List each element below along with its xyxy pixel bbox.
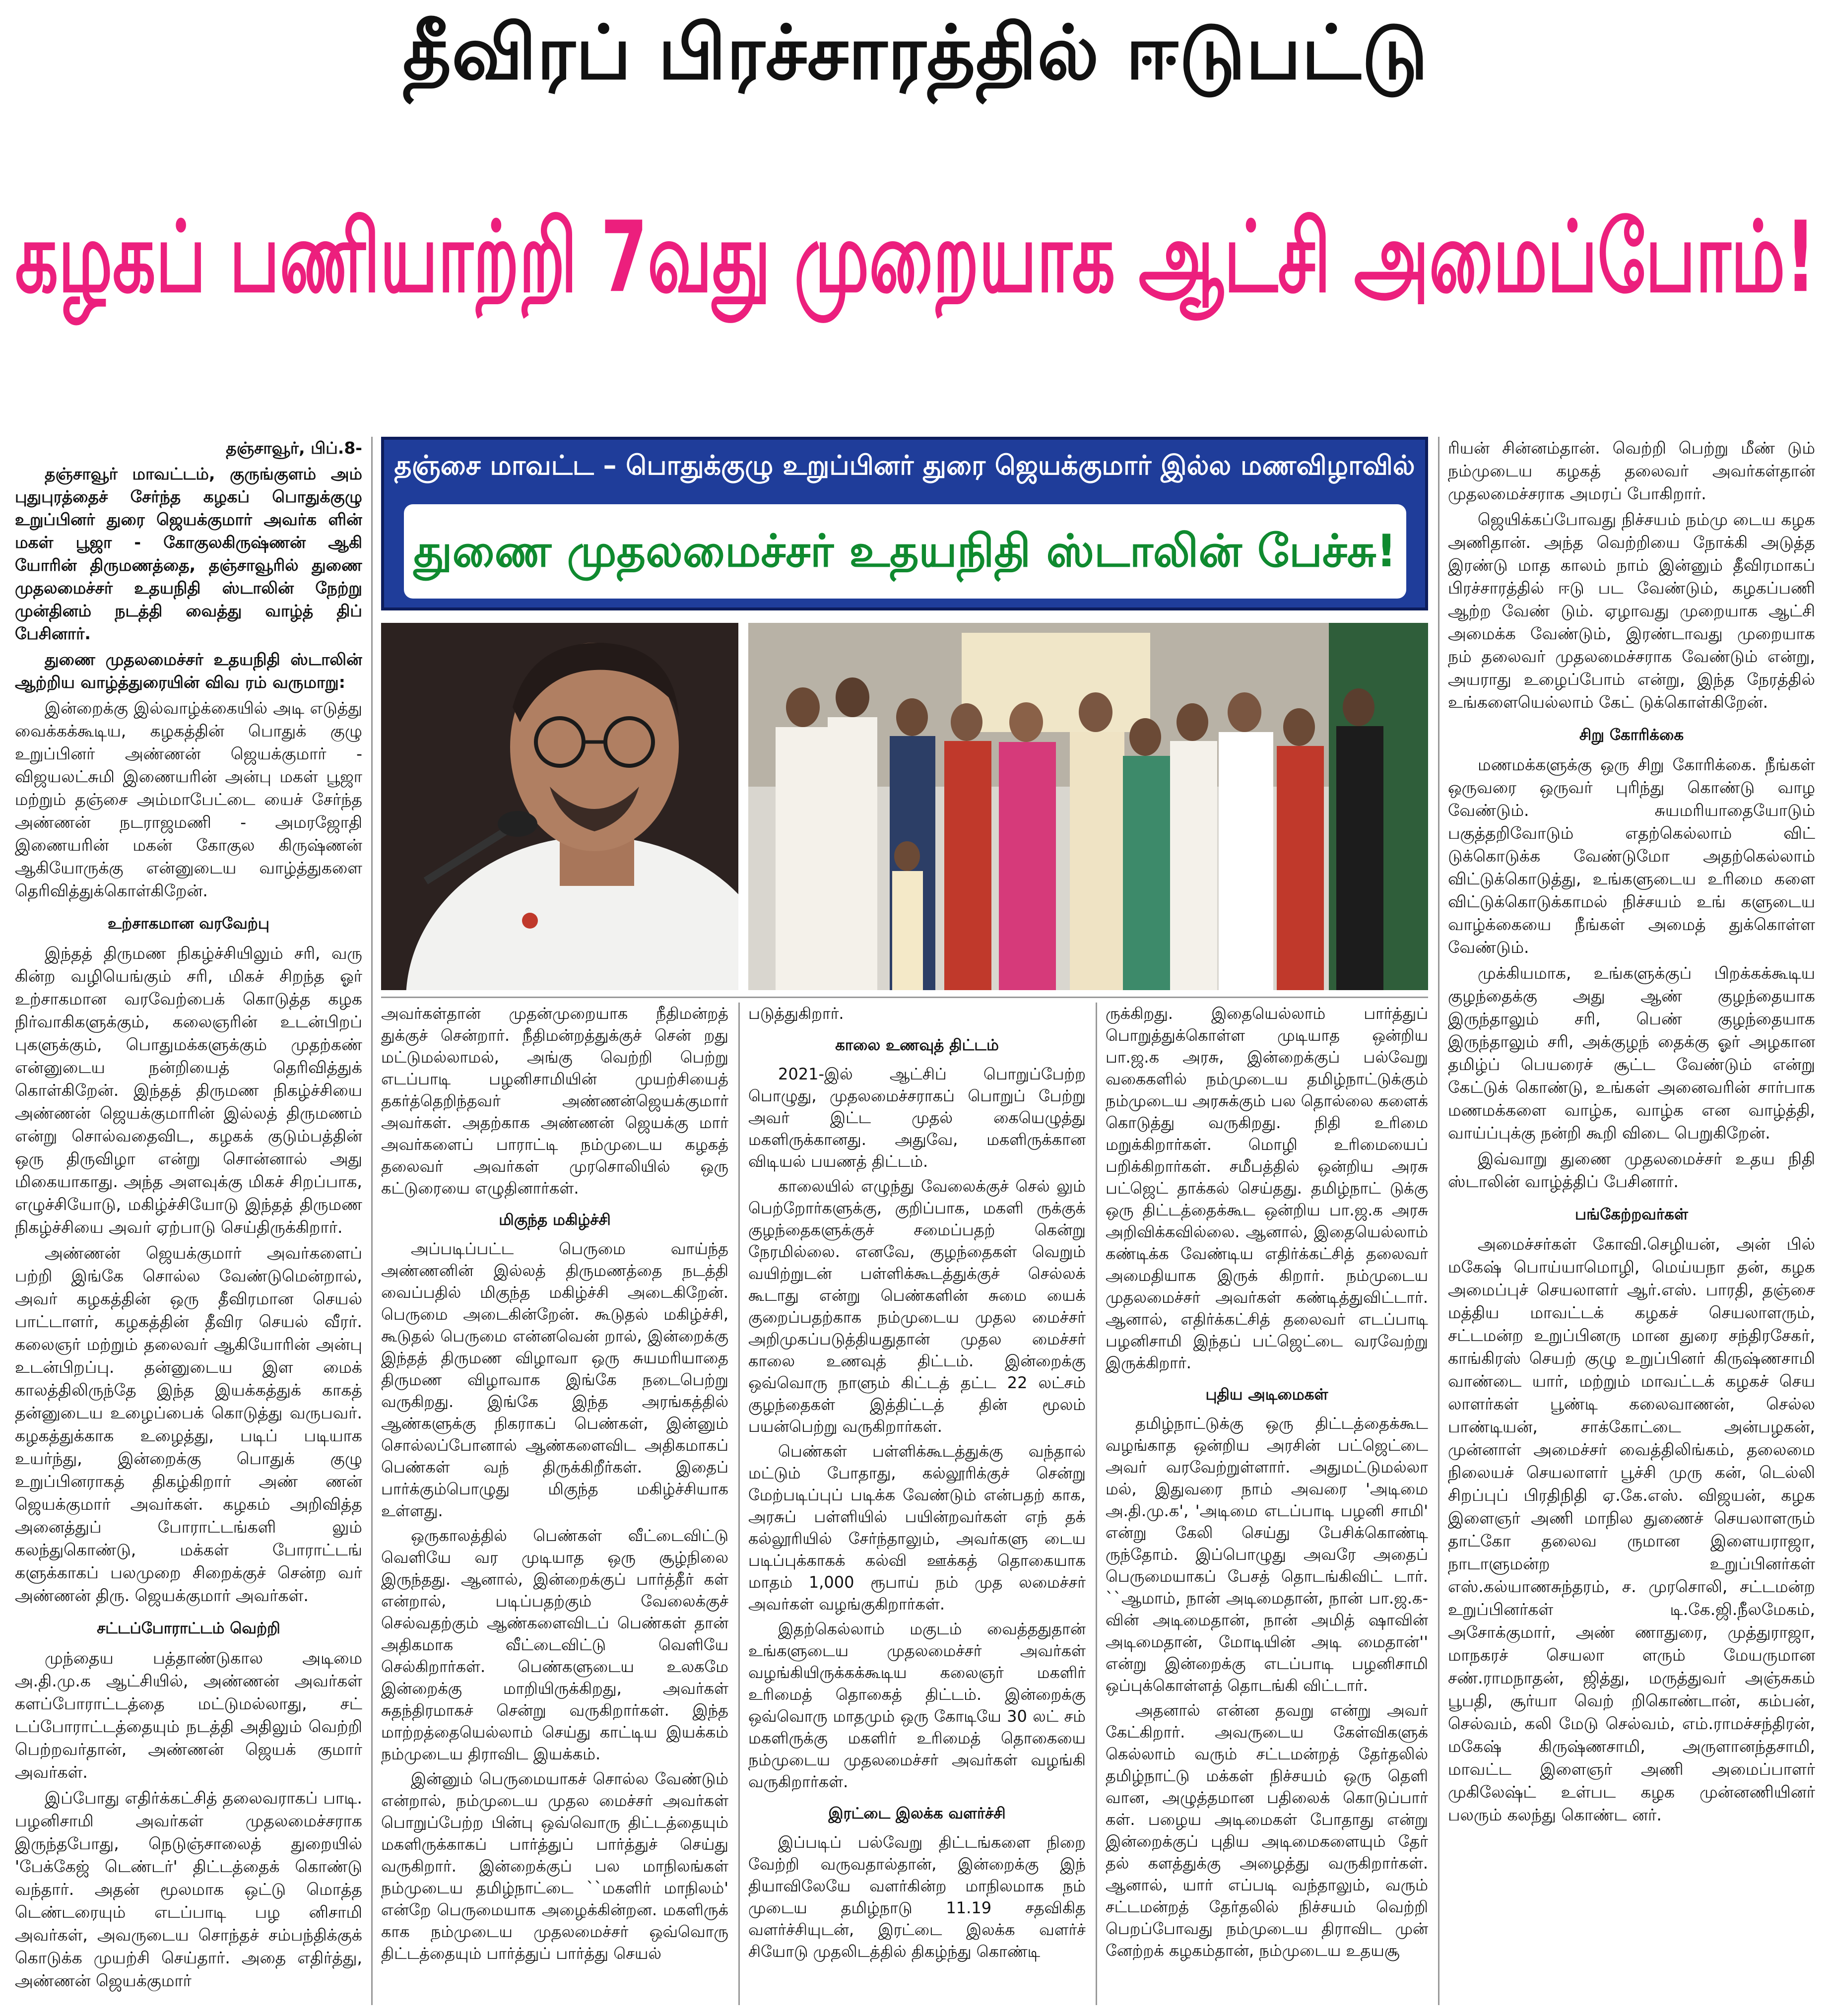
subheading: மிகுந்த மகிழ்ச்சி	[499, 1211, 611, 1229]
banner-main-line: துணை முதலமைச்சர் உதயநிதி ஸ்டாலின் பேச்சு!	[404, 504, 1406, 599]
paragraph: ஒருகாலத்தில் பெண்கள் வீட்டைவிட்டு வெளியே வர முடியாத ஒரு சூழ்நிலை இருந்தது. ஆனால், இன்றைக்குப் பார்த்தீர் கள் என்றால், படிப்பதற்கும் வேலைக்குச் செல்வதற்கும் ஆண்களைவிடப் பெண்கள் தான் அதிகமாக வீட்டைவிட்டு வெளியே செல்கிறார்கள். பெண்களுடைய உலகமே இன்றைக்கு மாறியிருக்கிறது, அவர்கள் சுதந்திரமாகச் சென்று வருகிறார்கள். இந்த மாற்றத்தையெல்லாம் செய்து காட்டிய இயக்கம் நம்முடைய திராவிட இயக்கம்.	[381, 1526, 728, 1763]
wedding-group-illustration	[748, 623, 1428, 990]
article-column-1	[15, 437, 362, 2005]
paragraph: முந்தைய பத்தாண்டுகால அடிமை அ.தி.மு.க ஆட்சியில், அண்ணன் அவர்கள் களப்போராட்டத்தை மட்டுமல்லாது, சட் டப்போராட்டத்தையும் நடத்தி அதிலும் வெற்றி பெற்றவர்தான், அண்ணன் ஜெயக் குமார் அவர்கள்.	[15, 1648, 362, 1782]
paragraph: இப்போது எதிர்க்கட்சித் தலைவராகப் பாடி. பழனிசாமி அவர்கள் முதலமைச்சராக இருந்தபோது, நெடுஞ்சாலைத் துறையில் 'பேக்கேஜ் டெண்டர்' திட்டத்தைக் கொண்டு வந்தார். அதன் மூலமாக ஒட்டு மொத்த டெண்டரையும் எடப்பாடி பழ னிசாமி அவர்கள், அவருடைய சொந்தச் சம்பந்திக்குக் கொடுக்க முயற்சி செய்தார். அதை எதிர்த்து, அண்ணன் ஜெயக்குமார்	[15, 1788, 362, 1990]
subheading: பங்கேற்றவர்கள்	[1575, 1206, 1688, 1223]
article-column-2	[381, 1003, 728, 2005]
column-divider	[738, 1003, 740, 2005]
column-divider	[371, 437, 373, 2005]
paragraph: அவர்கள்தான் முதன்முறையாக நீதிமன்றத் துக்குச் சென்றார். நீதிமன்றத்துக்குச் சென் றது மட்டுமல்லாமல், அங்கு வெற்றி பெற்று எடப்பாடி பழனிசாமியின் முயற்சியைத் தகர்த்தெறிந்தவர் அண்ணன்ஜெயக்குமார் அவர்கள். அதற்காக அண்ணன் ஜெயக்கு மார் அவர்களைப் பாராட்டி நம்முடைய கழகத் தலைவர் அவர்கள் முரசொலியில் ஒரு கட்டுரையை எழுதினார்கள்.	[381, 1004, 728, 1198]
paragraph: மணமக்களுக்கு ஒரு சிறு கோரிக்கை. நீங்கள் ஒருவரை ஒருவர் புரிந்து கொண்டு வாழ வேண்டும். சுயமரியாதையோடும் பகுத்தறிவோடும் எதற்கெல்லாம் விட் டுக்கொடுக்க வேண்டுமோ அதற்கெல்லாம் விட்டுக்கொடுத்து, உங்களுடைய உரிமை களை விட்டுக்கொடுக்காமல் நிச்சயம் உங் களுடைய வாழ்க்கையை நீங்கள் அமைத் துக்கொள்ள வேண்டும்.	[1448, 755, 1815, 957]
article-column-3	[748, 1003, 1086, 2005]
paragraph: பெண்கள் பள்ளிக்கூடத்துக்கு வந்தால் மட்டும் போதாது, கல்லூரிக்குச் சென்று மேற்படிப்புப் படிக்க வேண்டும் என்பதற் காக, அரசுப் பள்ளியில் பயின்றவர்கள் எந் தக் கல்லூரியில் சேர்ந்தாலும், அவர்களு டைய படிப்புக்காகக் கல்வி ஊக்கத் தொகையாக மாதம் 1,000 ரூபாய் நம் முத லமைச்சர் அவர்கள் வழங்குகிறார்கள்.	[748, 1442, 1086, 1613]
subheading: இரட்டை இலக்க வளர்ச்சி	[828, 1805, 1006, 1822]
paragraph: அமைச்சர்கள் கோவி.செழியன், அன் பில் மகேஷ் பொய்யாமொழி, மெய்யநா தன், கழக அமைப்புச் செயலாளர் ஆர்.எஸ். பாரதி, தஞ்சை மத்திய மாவட்டக் கழகச் செயலாளரும், சட்டமன்ற உறுப்பினரு மான துரை சந்திரசேகர், காங்கிரஸ் செயற் குழு உறுப்பினர் கிருஷ்ணசாமி வாண்டை யார், மற்றும் மாவட்டக் கழகச் செய லாளர்கள் பூண்டி கலைவாணன், செல்ல பாண்டியன், சாக்கோட்டை அன்பழகன், முன்னாள் அமைச்சர் வைத்திலிங்கம், தலைமை நிலையச் செயலாளர் பூச்சி முரு கன், டெல்லி சிறப்புப் பிரதிநிதி ஏ.கே.எஸ். விஜயன், கழக இளைஞர் அணி மாநில துணைச் செயலாளரும் தாட்கோ தலைவ ருமான இளையராஜா, நாடாளுமன்ற உறுப்பினர்கள் எஸ்.கல்யாணசுந்தரம், ச. முரசொலி, சட்டமன்ற உறுப்பினர்கள் டி.கே.ஜி.நீலமேகம், அசோக்குமார், அண் ணாதுரை, முத்துராஜா, மாநகரச் செயலா ளரும் மேயருமான சண்.ராமநாதன், ஜித்து, மருத்துவர் அஞ்சுகம் பூபதி, சூர்யா வெற் றிகொண்டான், கம்பன், செல்வம், கலி மேடு செல்வம், எம்.ராமச்சந்திரன், மகேஷ் கிருஷ்ணசாமி, அருளானந்தசாமி, மாவட்ட இளைஞர் அணி அமைப்பாளர் முகிலேஷ்ட் உள்பட கழக முன்னணியினர் பலரும் கலந்து கொண்ட னர்.	[1448, 1234, 1815, 1824]
paragraph: படுத்துகிறார்.	[748, 1004, 844, 1023]
subheading: உற்சாகமான வரவேற்பு	[108, 915, 269, 933]
paragraph: அதனால் என்ன தவறு என்று அவர் கேட்கிறார். அவருடைய கேள்விகளுக் கெல்லாம் வரும் சட்டமன்றத் தேர்தலில் தமிழ்நாட்டு மக்கள் நிச்சயம் ஒரு தெளி வான, அழுத்தமான பதிலைக் கொடுப்பார் கள். பழைய அடிமைகள் போதாது என்று இன்றைக்குப் புதிய அடிமைகளையும் தேர் தல் களத்துக்கு அழைத்து வருகிறார்கள். ஆனால், யார் எப்படி வந்தாலும், வரும் சட்டமன்றத் தேர்தலில் நிச்சயம் வெற்றி பெறப்போவது நம்முடைய திராவிட முன் னேற்றக் கழகம்தான், நம்முடைய உதயசூ	[1106, 1701, 1428, 1960]
column-divider	[1438, 437, 1439, 2005]
lead-paragraph: தஞ்சாவூர் மாவட்டம், குருங்குளம் அம் புதுபுரத்தைச் சேர்ந்த கழகப் பொதுக்குழு உறுப்பினர் துரை ஜெயக்குமார் அவர்க ளின் மகள் பூஜா - கோகுலகிருஷ்ணன் ஆகி யோரின் திருமணத்தை, தஞ்சாவூரில் துணை முதலமைச்சர் உதயநிதி ஸ்டாலின் நேற்று முன்தினம் நடத்தி வைத்து வாழ்த் திப் பேசினார்.	[15, 464, 362, 643]
main-headline: கழகப் பணியாற்றி 7வது முறையாக ஆட்சி அமைப்போம்!	[15, 201, 1816, 315]
paragraph: தமிழ்நாட்டுக்கு ஒரு திட்டத்தைக்கூட வழங்காத ஒன்றிய அரசின் பட்ஜெட்டை அவர் வரவேற்றுள்ளார். அதுமட்டுமல்லா மல், இதுவரை நாம் அவரை 'அடிமை அ.தி.மு.க', 'அடிமை எடப்பாடி பழனி சாமி' என்று கேலி செய்து பேசிக்கொண்டி ருந்தோம். இப்பொழுது அவரே அதைப் பெருமையாகப் பேசத் தொடங்கிவிட் டார். ``ஆமாம், நான் அடிமைதான், நான் பா.ஜ.க-வின் அடிமைதான், நான் அமித் ஷாவின் அடிமைதான், மோடியின் அடி மைதான்'' என்று இன்றைக்கு எடப்பாடி பழனிசாமி ஒப்புக்கொள்ளத் தொடங்கி விட்டார்.	[1106, 1414, 1428, 1695]
paragraph: முக்கியமாக, உங்களுக்குப் பிறக்கக்கூடிய குழந்தைக்கு அது ஆண் குழந்தையாக இருந்தாலும் சரி, பெண் குழந்தையாக இருந்தாலும் சரி, அக்குழந் தைக்கு ஓர் அழகான தமிழ்ப் பெயரைச் சூட்ட வேண்டும் என்று கேட்டுக் கொண்டு, உங்கள் அனைவரின் சார்பாக மணமக்களை வாழ்க, வாழ்க என வாழ்த்தி, வாய்ப்புக்கு நன்றி கூறி விடை பெறுகிறேன்.	[1448, 963, 1815, 1142]
paragraph: துணை முதலமைச்சர் உதயநிதி ஸ்டாலின் ஆற்றிய வாழ்த்துரையின் விவ ரம் வருமாறு:	[15, 650, 362, 692]
wedding-group-photo	[748, 623, 1428, 990]
paragraph: அப்படிப்பட்ட பெருமை வாய்ந்த அண்ணனின் இல்லத் திருமணத்தை நடத்தி வைப்பதில் மிகுந்த மகிழ்ச்சி அடைகிறேன். பெருமை அடைகின்றேன். கூடுதல் மகிழ்ச்சி, கூடுதல் பெருமை என்னவென் றால், இன்றைக்கு இந்தத் திருமண விழாவா ஒரு சுயமரியாதை திருமண விழாவாக இங்கே நடைபெற்று வருகிறது. இங்கே இந்த அரங்கத்தில் ஆண்களுக்கு நிகராகப் பெண்கள், இன்னும் சொல்லப்போனால் ஆண்களைவிட அதிகமாகப் பெண்கள் வந் திருக்கிறீர்கள். இதைப் பார்க்கும்பொழுது மிகுந்த மகிழ்ச்சியாக உள்ளது.	[381, 1239, 728, 1520]
kicker-heading: தீவிரப் பிரச்சாரத்தில் ஈடுபட்டு	[402, 10, 1429, 96]
paragraph: ருக்கிறது. இதையெல்லாம் பார்த்துப் பொறுத்துக்கொள்ள முடியாத ஒன்றிய பா.ஜ.க அரசு, இன்றைக்குப் பல்வேறு வகைகளில் நம்முடைய தமிழ்நாட்டுக்கும் நம்முடைய அரசுக்கும் பல தொல்லை களைக் கொடுத்து வருகிறது. நிதி உரிமை மறுக்கிறார்கள். மொழி உரிமையைப் பறிக்கிறார்கள். சமீபத்தில் ஒன்றிய அரசு பட்ஜெட் தாக்கல் செய்தது. தமிழ்நாட் டுக்கு ஒரு திட்டத்தைக்கூட ஒன்றிய பா.ஜ.க அரசு அறிவிக்கவில்லை. ஆனால், இதையெல்லாம் கண்டிக்க வேண்டிய எதிர்க்கட்சித் தலைவர் அமைதியாக இருக் கிறார். நம்முடைய முதலமைச்சர் அவர்கள் கண்டித்துவிட்டார். ஆனால், எதிர்க்கட்சித் தலைவர் எடப்பாடி பழனிசாமி இந்தப் பட்ஜெட்டை வரவேற்று இருக்கிறார்.	[1106, 1004, 1428, 1372]
banner-top-line: தஞ்சை மாவட்ட – பொதுக்குழு உறுப்பினர் துரை ஜெயக்குமார் இல்ல மணவிழாவில்	[394, 450, 1415, 481]
paragraph: இவ்வாறு துணை முதலமைச்சர் உதய நிதி ஸ்டாலின் வாழ்த்திப் பேசினார்.	[1448, 1149, 1815, 1191]
dateline: தஞ்சாவூர், பிப்.8-	[226, 438, 362, 458]
speaker-illustration	[381, 623, 738, 990]
subheading: சட்டப்போராட்டம் வெற்றி	[97, 1619, 280, 1637]
paragraph: அண்ணன் ஜெயக்குமார் அவர்களைப் பற்றி இங்கே சொல்ல வேண்டுமென்றால், அவர் கழகத்தின் ஒரு தீவிரமான செயல் பாட்டாளர், கழகத்தின் தீவிர செயல் வீரர். கலைஞர் மற்றும் தலைவர் ஆகியோரின் அன்பு உடன்பிறப்பு. தன்னுடைய இள மைக் காலத்திலிருந்தே இந்த இயக்கத்துக் காகத் தன்னுடைய உழைப்பைக் கொடுத்து வருபவர். கழகத்துக்காக உழைத்து, படிப் படியாக உயர்ந்து, இன்றைக்கு பொதுக் குழு உறுப்பினராகத் திகழ்கிறார் அண் ணன் ஜெயக்குமார் அவர்கள். கழகம் அறிவித்த அனைத்துப் போராட்டங்களி லும் கலந்துகொண்டு, மக்கள் போராட்டங் களுக்காகப் பலமுறை சிறைக்குச் சென்ற வர் அண்ணன் திரு. ஜெயக்குமார் அவர்கள்.	[15, 1243, 362, 1605]
paragraph: இன்னும் பெருமையாகச் சொல்ல வேண்டும் என்றால், நம்முடைய முதல மைச்சர் அவர்கள் பொறுப்பேற்ற பின்பு ஒவ்வொரு திட்டத்தையும் மகளிருக்காகப் பார்த்துப் பார்த்துச் செய்து வருகிறார். இன்றைக்குப் பல மாநிலங்கள் நம்முடைய தமிழ்நாட்டை ``மகளிர் மாநிலம்' என்றே பெருமையாக அழைக்கின்றன. மகளிருக் காக நம்முடைய முதலமைச்சர் ஒவ்வொரு திட்டத்தையும் பார்த்துப் பார்த்து செயல்	[381, 1769, 728, 1963]
subheading: சிறு கோரிக்கை	[1579, 726, 1684, 744]
article-column-5	[1448, 437, 1815, 2005]
paragraph: ரியன் சின்னம்தான். வெற்றி பெற்று மீண் டும் நம்முடைய கழகத் தலைவர் அவர்கள்தான் முதலமைச்சராக அமரப் போகிறார்.	[1448, 438, 1815, 503]
subheadline-banner	[381, 437, 1428, 610]
photo-divider	[381, 997, 1428, 998]
speaker-photo	[381, 623, 738, 990]
subheading: காலை உணவுத் திட்டம்	[835, 1036, 999, 1054]
paragraph: இன்றைக்கு இல்வாழ்க்கையில் அடி எடுத்து வைக்கக்கூடிய, கழகத்தின் பொதுக் குழு உறுப்பினர் அண்ணன் ஜெயக்குமார் - விஜயலட்சுமி இணையரின் அன்பு மகள் பூஜா மற்றும் தஞ்சை அம்மாபேட்டை யைச் சேர்ந்த அண்ணன் நடராஜமணி - அமரஜோதி இணையரின் மகன் கோகுல கிருஷ்ணன் ஆகியோருக்கு என்னுடைய வாழ்த்துகளை தெரிவித்துக்கொள்கிறேன்.	[15, 698, 362, 900]
paragraph: 2021-இல் ஆட்சிப் பொறுப்பேற்ற பொழுது, முதலமைச்சராகப் பொறுப் பேற்று அவர் இட்ட முதல் கையெழுத்து மகளிருக்கானது. அதுவே, மகளிருக்கான விடியல் பயணத் திட்டம்.	[748, 1065, 1086, 1171]
article-column-4	[1106, 1003, 1428, 2005]
paragraph: இந்தத் திருமண நிகழ்ச்சியிலும் சரி, வரு கின்ற வழியெங்கும் சரி, மிகச் சிறந்த ஓர் உற்சாகமான வரவேற்பைக் கொடுத்த கழக நிர்வாகிகளுக்கும், கலைஞரின் உடன்பிறப் புகளுக்கும், பொதுமக்களுக்கும் முதற்கண் என்னுடைய நன்றியைத் தெரிவித்துக் கொள்கிறேன். இந்தத் திருமண நிகழ்ச்சியை அண்ணன் ஜெயக்குமாரின் இல்லத் திருமணம் என்று சொல்வதைவிட, கழகக் குடும்பத்தின் ஒரு திருவிழா என்று சொன்னால் அது மிகையாகாது. அந்த அளவுக்கு மிகச் சிறப்பாக, எழுச்சியோடு, மகிழ்ச்சியோடு இந்தத் திருமண நிகழ்ச்சியை அவர் ஏற்பாடு செய்திருக்கிறார்.	[15, 943, 362, 1237]
subheading: புதிய அடிமைகள்	[1205, 1386, 1328, 1404]
paragraph: ஜெயிக்கப்போவது நிச்சயம் நம்மு டைய கழக அணிதான். அந்த வெற்றியை நோக்கி அடுத்த இரண்டு மாத காலம் நாம் இன்னும் தீவிரமாகப் பிரச்சாரத்தில் ஈடு பட வேண்டும், கழகப்பணி ஆற்ற வேண் டும். ஏழாவது முறையாக ஆட்சி அமைக்க வேண்டும், இரண்டாவது முறையாக நம் தலைவர் முதலமைச்சராக வேண்டும் என்று, அயராது உழைப்போம் என்று, இந்த நேரத்தில் உங்களையெல்லாம் கேட் டுக்கொள்கிறேன்.	[1448, 510, 1815, 712]
column-divider	[1096, 1003, 1097, 2005]
paragraph: காலையில் எழுந்து வேலைக்குச் செல் லும் பெற்றோர்களுக்கு, குறிப்பாக, மகளி ருக்குக் குழந்தைகளுக்குச் சமைப்பதற் கென்று நேரமில்லை. எனவே, குழந்தைகள் வெறும் வயிற்றுடன் பள்ளிக்கூடத்துக்குச் செல்லக் கூடாது என்று பெண்களின் சுமை யைக் குறைப்பதற்காக நம்முடைய முதல மைச்சர் அறிமுகப்படுத்தியதுதான் முதல மைச்சர் காலை உணவுத் திட்டம். இன்றைக்கு ஒவ்வொரு நாளும் கிட்டத் தட்ட 22 லட்சம் குழந்தைகள் இத்திட்டத் தின் மூலம் பயன்பெற்று வருகிறார்கள்.	[748, 1177, 1086, 1436]
paragraph: இப்படிப் பல்வேறு திட்டங்களை நிறை வேற்றி வருவதால்தான், இன்றைக்கு இந் தியாவிலேயே வளர்கின்ற மாநிலமாக நம் முடைய தமிழ்நாடு 11.19 சதவிகித வளர்ச்சியுடன், இரட்டை இலக்க வளர்ச் சியோடு முதலிடத்தில் திகழ்ந்து கொண்டி	[748, 1833, 1086, 1961]
paragraph: இதற்கெல்லாம் மகுடம் வைத்ததுதான் உங்களுடைய முதலமைச்சர் அவர்கள் வழங்கியிருக்கக்கூடிய கலைஞர் மகளிர் உரிமைத் தொகைத் திட்டம். இன்றைக்கு ஒவ்வொரு மாதமும் ஒரு கோடியே 30 லட் சம் மகளிருக்கு மகளிர் உரிமைத் தொகையை நம்முடைய முதலமைச்சர் அவர்கள் வழங்கி வருகிறார்கள்.	[748, 1619, 1086, 1791]
